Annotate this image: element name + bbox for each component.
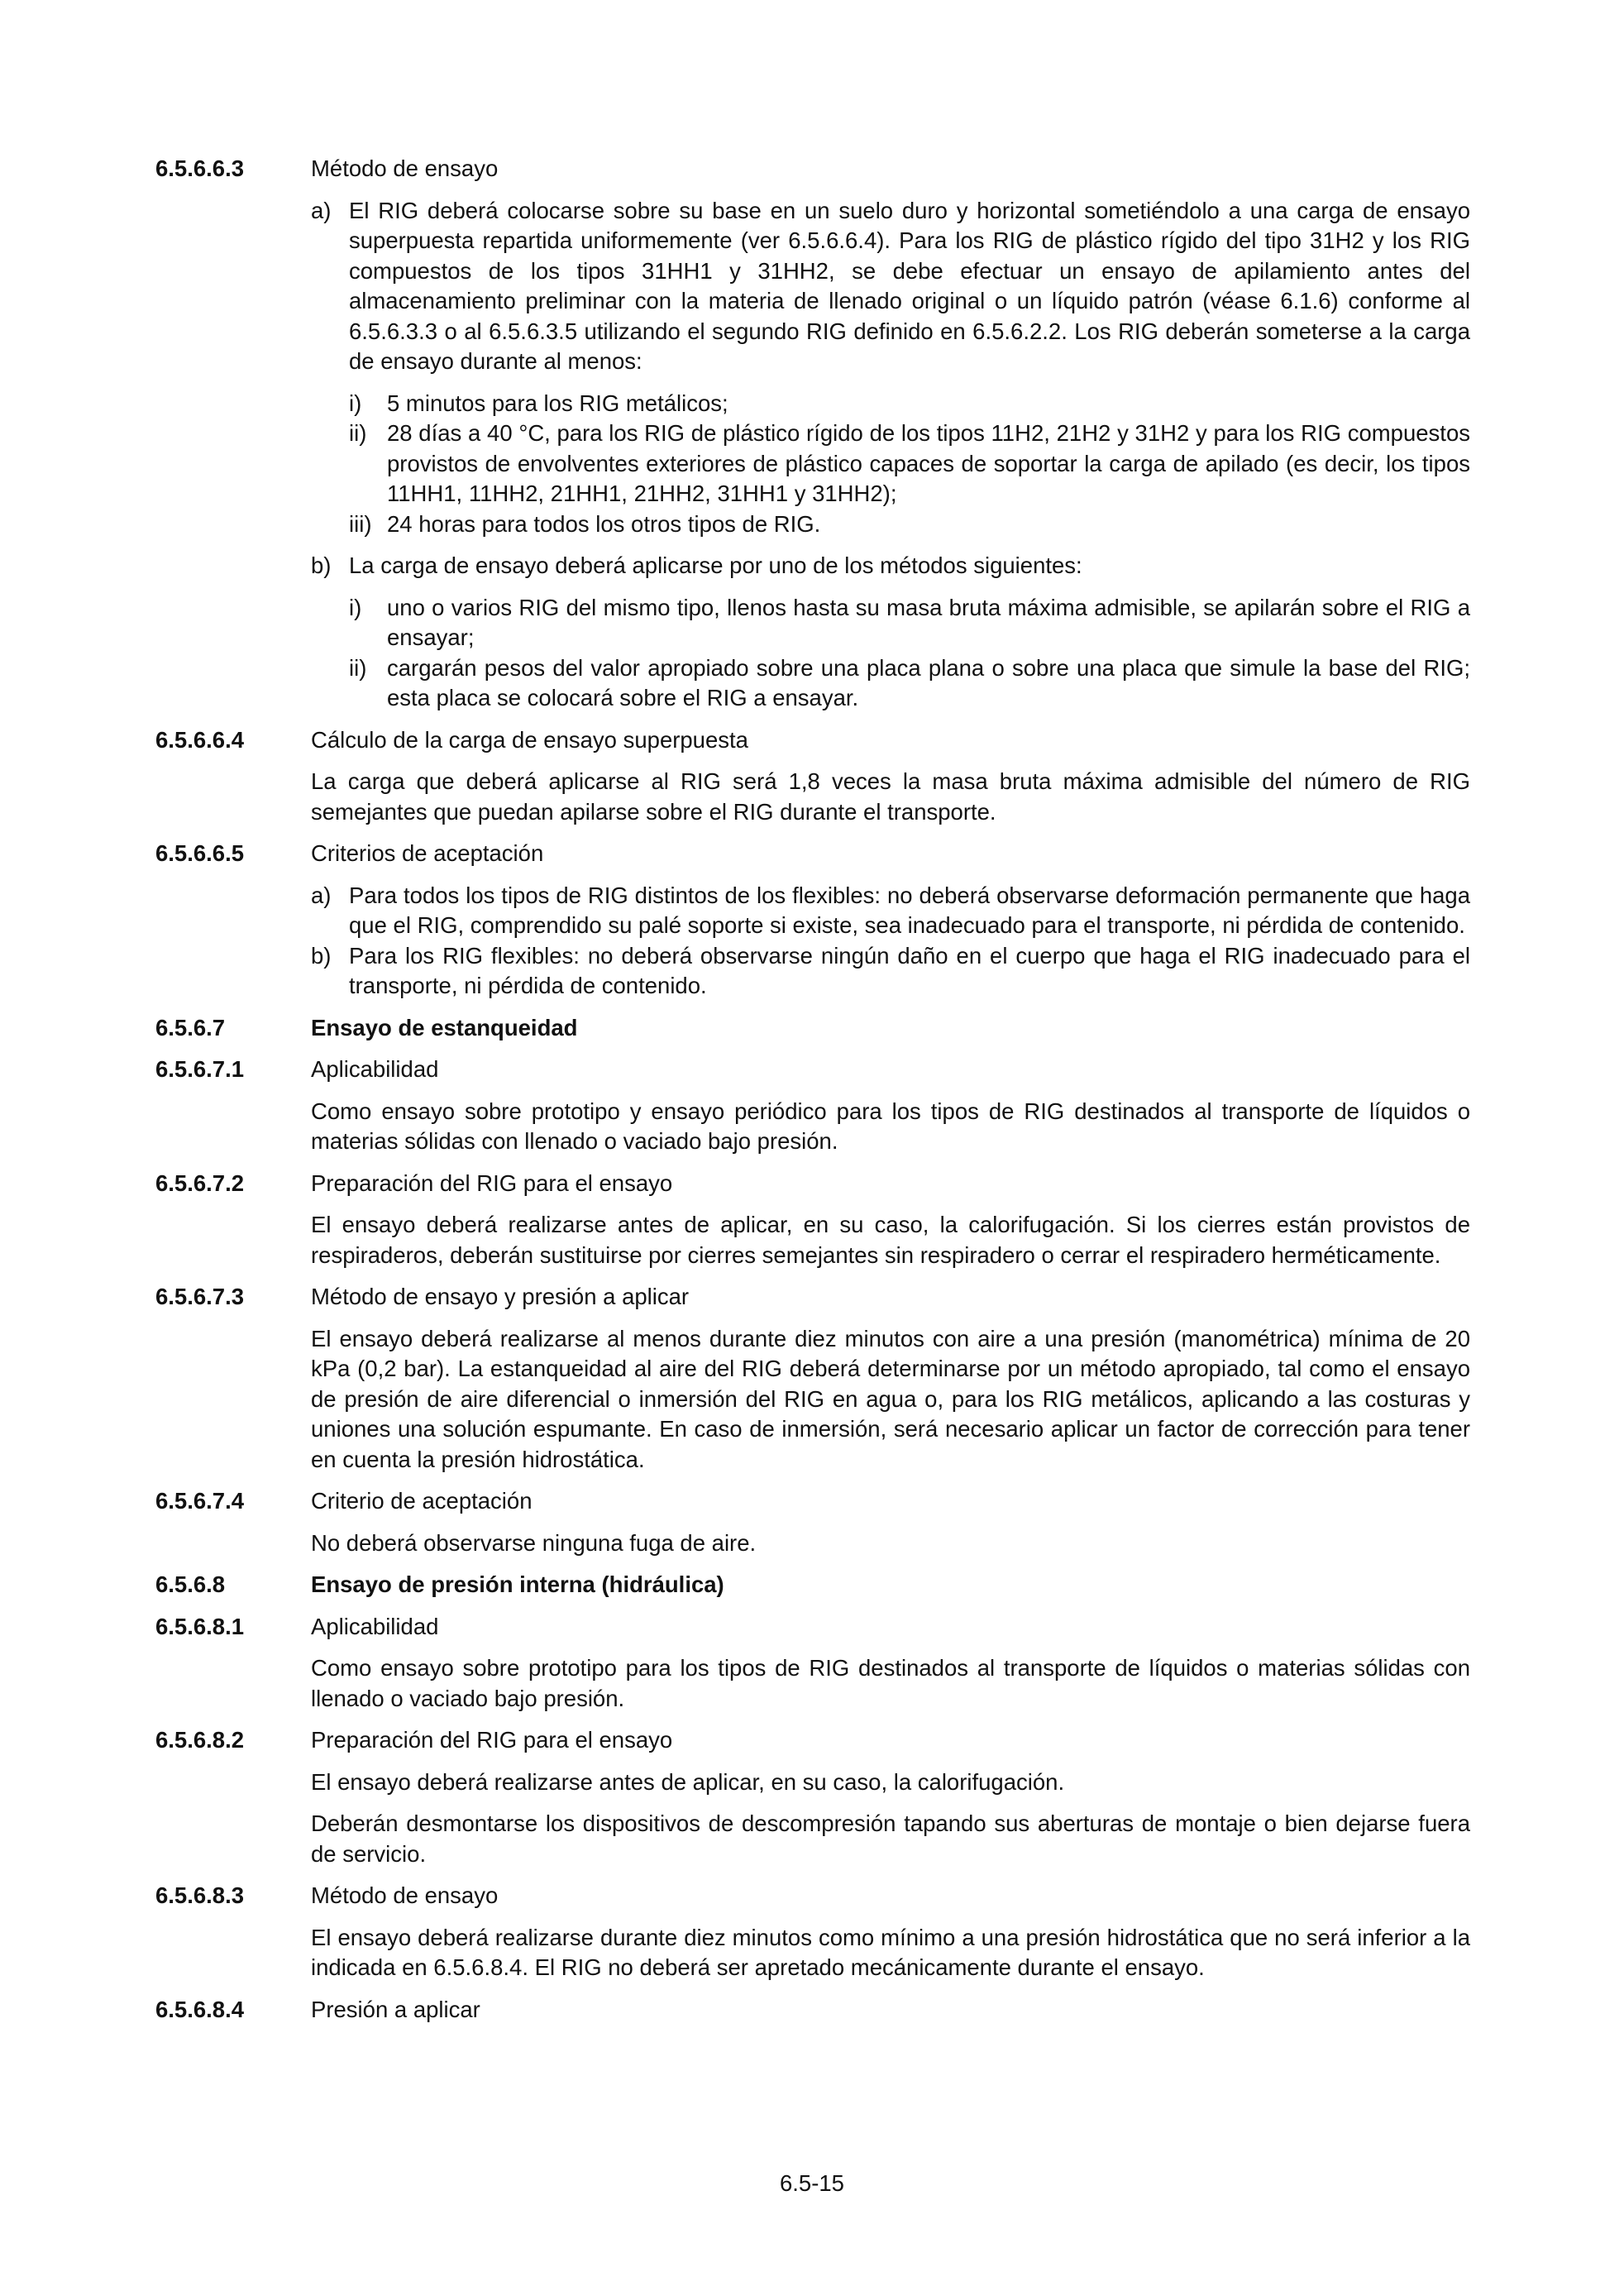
paragraph: El ensayo deberá realizarse durante diez minutos como mínimo a una presión hidrostática que no será inferior a la indicada en 6.5.6.8.4. El RIG no deberá ser apretado mecánicamente durante el ensayo.	[311, 1924, 1470, 1980]
section-heading: Método de ensayo y presión a aplicar	[311, 1284, 690, 1309]
list-item	[311, 881, 1470, 941]
section-number: 6.5.6.7.1	[155, 1056, 245, 1082]
list-item-text: Para todos los tipos de RIG distintos de los flexibles: no deberá observarse deformación permanente que haga que el RIG, comprendido su palé soporte si existe, sea inadecuado para el transporte, ni pérdida de contenido.	[349, 882, 1470, 938]
section-heading: Ensayo de estanqueidad	[311, 1014, 578, 1040]
section-number: 6.5.6.7.4	[155, 1488, 245, 1514]
section-number: 6.5.6.7	[155, 1014, 226, 1040]
section-6-5-6-8-3	[0, 1881, 1624, 1983]
section-6-5-6-8-2	[0, 1725, 1624, 1869]
list-marker: ii)	[349, 420, 367, 446]
section-heading: Preparación del RIG para el ensayo	[311, 1170, 673, 1196]
section-6-5-6-7	[0, 1013, 1624, 1044]
section-6-5-6-6-3	[0, 154, 1624, 714]
section-heading: Método de ensayo	[311, 1882, 499, 1908]
list-item-text: cargarán pesos del valor apropiado sobre una placa plana o sobre una placa que simule la base del RIG; esta placa se colocará sobre el RIG a ensayar.	[387, 654, 1470, 710]
list-item	[311, 941, 1470, 1002]
section-6-5-6-7-1	[0, 1055, 1624, 1157]
list-level-1	[311, 196, 1470, 377]
list-marker: a)	[311, 197, 332, 223]
section-heading: Criterios de aceptación	[311, 840, 544, 866]
list-level-1	[311, 881, 1470, 1002]
list-item-text: 24 horas para todos los otros tipos de RIG.	[387, 510, 821, 537]
section-6-5-6-7-4	[0, 1486, 1624, 1558]
list-marker: i)	[349, 594, 362, 620]
list-item-text: 28 días a 40 °C, para los RIG de plástico rígido de los tipos 11H2, 21H2 y 31H2 y para los RIG compuestos provistos de envolventes exteriores de plástico capaces de soportar la carga de apilado (es decir, los tipos 11HH1, 11HH2, 21HH1, 21HH2, 31HH1 y 31HH2);	[387, 420, 1470, 506]
list-item	[349, 419, 1470, 509]
section-heading: Ensayo de presión interna (hidráulica)	[311, 1571, 724, 1597]
list-marker: i)	[349, 390, 362, 416]
section-6-5-6-6-5	[0, 839, 1624, 1002]
section-number: 6.5.6.6.4	[155, 726, 245, 753]
section-number: 6.5.6.6.3	[155, 155, 245, 181]
section-heading: Criterio de aceptación	[311, 1488, 533, 1514]
section-number: 6.5.6.7.2	[155, 1170, 245, 1196]
list-item	[349, 509, 1470, 540]
section-6-5-6-6-4	[0, 725, 1624, 828]
paragraph: El ensayo deberá realizarse antes de aplicar, en su caso, la calorifugación.	[311, 1768, 1065, 1795]
list-item-text: uno o varios RIG del mismo tipo, llenos hasta su masa bruta máxima admisible, se apilarán sobre el RIG a ensayar;	[387, 594, 1470, 650]
paragraph: El RIG deberá colocarse sobre su base en un suelo duro y horizontal sometiéndolo a una carga de ensayo superpuesta repartida uniformemente (ver 6.5.6.6.4). Para los RIG de plástico rígido del tipo 31H2 y los RIG compuestos de los tipos 31HH1 y 31HH2, se debe efectuar un ensayo de apilamiento antes del almacenamiento preliminar con la materia de llenado original o un líquido patrón (véase 6.1.6) conforme al 6.5.6.3.3 o al 6.5.6.3.5 utilizando el segundo RIG definido en 6.5.6.2.2. Los RIG deberán someterse a la carga de ensayo durante al menos:	[349, 197, 1470, 374]
list-item	[349, 653, 1470, 714]
paragraph: El ensayo deberá realizarse antes de aplicar, en su caso, la calorifugación. Si los cierres están provistos de respiraderos, deberán sustituirse por cierres semejantes sin respiradero o cerrar el respiradero herméticamente.	[311, 1212, 1470, 1268]
section-number: 6.5.6.8.3	[155, 1882, 245, 1908]
paragraph: Como ensayo sobre prototipo para los tipos de RIG destinados al transporte de líquidos o materias sólidas con llenado o vaciado bajo presión.	[311, 1655, 1470, 1711]
section-number: 6.5.6.8.4	[155, 1996, 245, 2022]
section-heading: Aplicabilidad	[311, 1056, 439, 1082]
list-marker: b)	[311, 942, 332, 969]
list-item	[349, 389, 1470, 419]
section-heading: Aplicabilidad	[311, 1613, 439, 1639]
section-number: 6.5.6.8.2	[155, 1727, 245, 1753]
list-item	[349, 593, 1470, 653]
section-6-5-6-8-4	[0, 1995, 1624, 2026]
section-number: 6.5.6.7.3	[155, 1284, 245, 1309]
list-marker: ii)	[349, 654, 367, 681]
list-level-2	[349, 593, 1470, 714]
section-number: 6.5.6.8.1	[155, 1613, 245, 1639]
section-heading: Método de ensayo	[311, 155, 499, 181]
list-item-text: 5 minutos para los RIG metálicos;	[387, 390, 728, 416]
list-item	[311, 551, 1470, 581]
list-marker: iii)	[349, 510, 372, 537]
section-6-5-6-7-2	[0, 1169, 1624, 1271]
section-6-5-6-8-1	[0, 1612, 1624, 1715]
section-6-5-6-7-3	[0, 1282, 1624, 1475]
section-number: 6.5.6.6.5	[155, 840, 245, 866]
list-marker: a)	[311, 882, 332, 908]
section-heading: Preparación del RIG para el ensayo	[311, 1727, 673, 1753]
list-item-text: Para los RIG flexibles: no deberá observarse ningún daño en el cuerpo que haga el RIG inadecuado para el transporte, ni pérdida de contenido.	[349, 942, 1470, 998]
section-number: 6.5.6.8	[155, 1571, 226, 1597]
section-6-5-6-8	[0, 1570, 1624, 1600]
paragraph: Deberán desmontarse los dispositivos de descompresión tapando sus aberturas de montaje o bien dejarse fuera de servicio.	[311, 1810, 1470, 1867]
list-level-1	[311, 551, 1470, 581]
paragraph: La carga de ensayo deberá aplicarse por uno de los métodos siguientes:	[349, 552, 1082, 578]
list-item	[311, 196, 1470, 377]
list-level-2	[349, 389, 1470, 540]
paragraph: Como ensayo sobre prototipo y ensayo periódico para los tipos de RIG destinados al transporte de líquidos o materias sólidas con llenado o vaciado bajo presión.	[311, 1098, 1470, 1154]
list-marker: b)	[311, 552, 332, 578]
paragraph: No deberá observarse ninguna fuga de aire.	[311, 1529, 757, 1556]
paragraph: La carga que deberá aplicarse al RIG será 1,8 veces la masa bruta máxima admisible del número de RIG semejantes que puedan apilarse sobre el RIG durante el transporte.	[311, 768, 1470, 825]
section-heading: Presión a aplicar	[311, 1996, 480, 2022]
section-heading: Cálculo de la carga de ensayo superpuesta	[311, 726, 748, 753]
page-number: 6.5-15	[780, 2170, 844, 2196]
paragraph: El ensayo deberá realizarse al menos durante diez minutos con aire a una presión (manométrica) mínima de 20 kPa (0,2 bar). La estanqueidad al aire del RIG deberá determinarse por un método apropiado, tal como el ensayo de presión de aire diferencial o inmersión del RIG en agua o, para los RIG metálicos, aplicando a las costuras y uniones una solución espumante. En caso de inmersión, será necesario aplicar un factor de corrección para tener en cuenta la presión hidrostática.	[311, 1325, 1470, 1472]
